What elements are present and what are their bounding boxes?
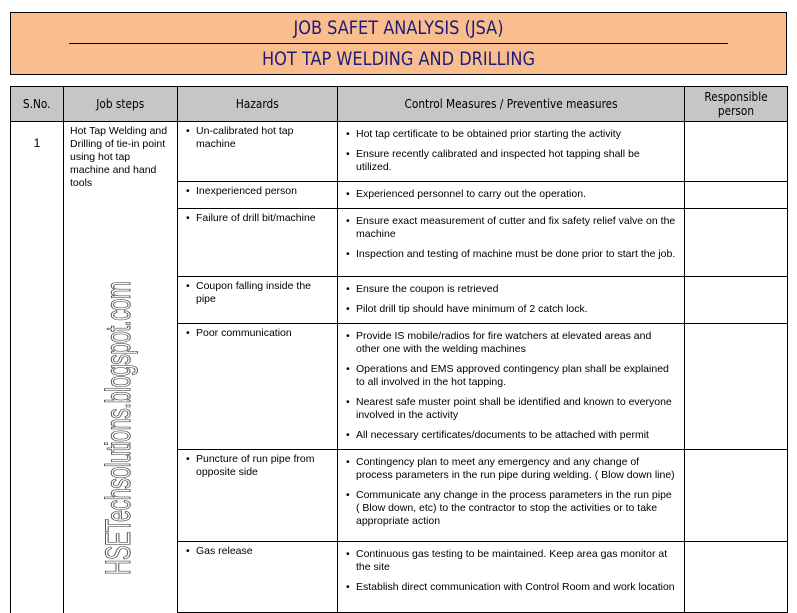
- control-item: • Ensure recently calibrated and inspected hot tapping shall be utilized.: [346, 148, 676, 174]
- responsible-person-cell: [685, 324, 788, 450]
- hazard-cell: [178, 542, 338, 613]
- serial-number: 1: [11, 122, 64, 613]
- control-item: • Contingency plan to meet any emergency and any change of process parameters in the run pipe during welding. ( Blow down line): [346, 456, 676, 482]
- control-cell: [338, 277, 685, 324]
- control-item: • All necessary certificates/documents to be attached with permit: [346, 429, 676, 442]
- responsible-person-cell: [685, 277, 788, 324]
- control-cell: [338, 182, 685, 209]
- header-hazards: Hazards: [178, 87, 338, 122]
- control-cell: [338, 542, 685, 613]
- table-row: [11, 122, 788, 182]
- hazard-cell: [178, 277, 338, 324]
- responsible-person-cell: [685, 209, 788, 277]
- control-item: • Operations and EMS approved contingency plan shall be explained to all involved in the hot tapping.: [346, 363, 676, 389]
- responsible-person-cell: [685, 122, 788, 182]
- header-sno: S.No.: [11, 87, 64, 122]
- control-cell: [338, 324, 685, 450]
- responsible-person-cell: [685, 182, 788, 209]
- hazard-item: • Un-calibrated hot tap machine: [186, 125, 331, 151]
- hazard-cell: [178, 182, 338, 209]
- hazard-item: • Puncture of run pipe from opposite side: [186, 453, 331, 479]
- responsible-person-cell: [685, 450, 788, 542]
- hazard-item: • Poor communication: [186, 327, 331, 340]
- hazard-cell: [178, 324, 338, 450]
- hazard-cell: [178, 122, 338, 182]
- control-item: • Continuous gas testing to be maintained. Keep area gas monitor at the site: [346, 548, 676, 574]
- control-cell: [338, 450, 685, 542]
- control-item: • Experienced personnel to carry out the operation.: [346, 188, 676, 201]
- control-cell: [338, 122, 685, 182]
- hazard-cell: [178, 450, 338, 542]
- hazard-item: • Gas release: [186, 545, 331, 558]
- hazard-item: • Coupon falling inside the pipe: [186, 280, 331, 306]
- control-item: • Provide IS mobile/radios for fire watchers at elevated areas and other one with the welding machines: [346, 330, 676, 356]
- header-job-steps: Job steps: [64, 87, 178, 122]
- control-item: • Pilot drill tip should have minimum of 2 catch lock.: [346, 303, 676, 316]
- job-step: Hot Tap Welding and Drilling of tie-in point using hot tap machine and hand tools: [64, 122, 178, 613]
- control-item: • Ensure exact measurement of cutter and fix safety relief valve on the machine: [346, 215, 676, 241]
- watermark: HSETechsolutions.blogspot.com: [99, 281, 138, 575]
- header-control-measures: Control Measures / Preventive measures: [338, 87, 685, 122]
- control-item: • Nearest safe muster point shall be identified and known to everyone involved in the activity: [346, 396, 676, 422]
- responsible-person-cell: [685, 542, 788, 613]
- document-title: JOB SAFET ANALYSIS (JSA): [69, 13, 728, 44]
- document-subtitle: HOT TAP WELDING AND DRILLING: [262, 48, 535, 70]
- control-cell: [338, 209, 685, 277]
- header-responsible-person: Responsible person: [685, 87, 788, 122]
- control-item: • Ensure the coupon is retrieved: [346, 283, 676, 296]
- hazard-item: • Failure of drill bit/machine: [186, 212, 331, 225]
- title-box: [10, 12, 787, 75]
- hazard-cell: [178, 209, 338, 277]
- control-item: • Inspection and testing of machine must be done prior to start the job.: [346, 248, 676, 261]
- control-item: • Hot tap certificate to be obtained prior starting the activity: [346, 128, 676, 141]
- control-item: • Communicate any change in the process parameters in the run pipe ( Blow down, etc) to the contractor to stop the activities or to take appropriate action: [346, 489, 676, 528]
- header-row: [11, 87, 788, 122]
- hazard-item: • Inexperienced person: [186, 185, 331, 198]
- jsa-table: [10, 86, 788, 613]
- control-item: • Establish direct communication with Control Room and work location: [346, 581, 676, 594]
